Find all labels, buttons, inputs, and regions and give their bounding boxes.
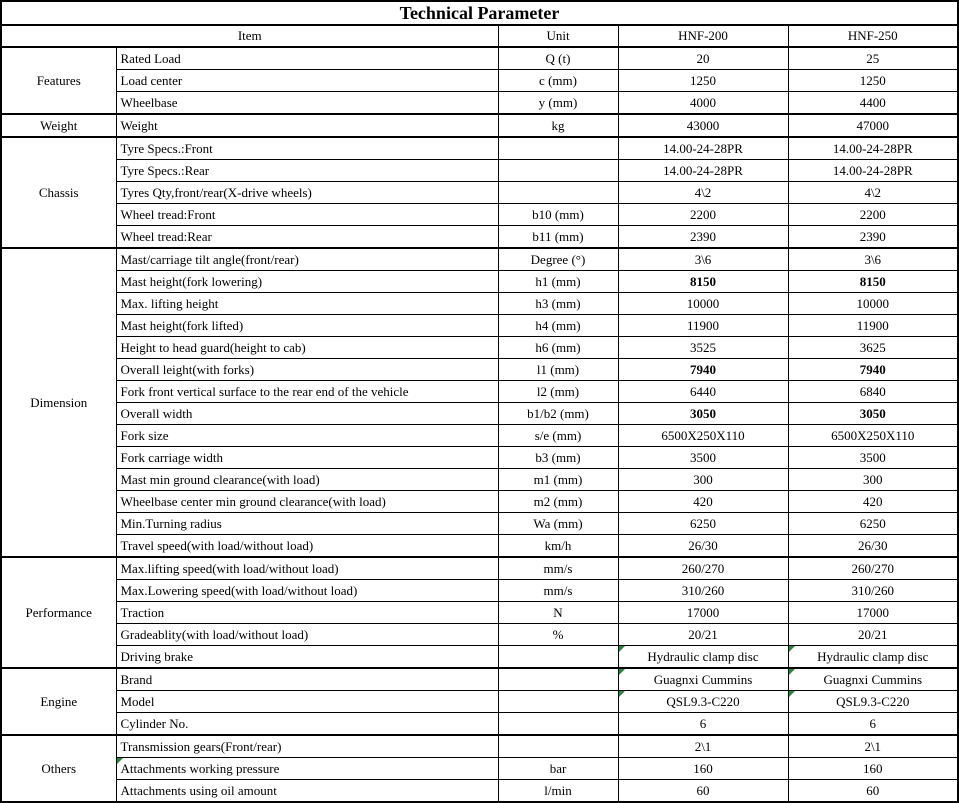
item-cell: Overall leight(with forks) xyxy=(116,359,498,381)
item-cell: Min.Turning radius xyxy=(116,513,498,535)
value-cell-hnf250: 20/21 xyxy=(788,624,958,646)
table-row xyxy=(1,293,958,315)
item-cell: Driving brake xyxy=(116,646,498,669)
value-cell-hnf200: 260/270 xyxy=(618,557,788,580)
table-row xyxy=(1,160,958,182)
item-cell: Overall width xyxy=(116,403,498,425)
table-row xyxy=(1,624,958,646)
header-row xyxy=(1,25,958,47)
value-cell-hnf250: 260/270 xyxy=(788,557,958,580)
table-row xyxy=(1,758,958,780)
value-cell-hnf200: 17000 xyxy=(618,602,788,624)
table-row xyxy=(1,602,958,624)
item-cell: Wheel tread:Front xyxy=(116,204,498,226)
table-row xyxy=(1,337,958,359)
item-cell: Tyres Qty,front/rear(X-drive wheels) xyxy=(116,182,498,204)
unit-cell: y (mm) xyxy=(498,92,618,115)
value-cell-hnf250: 8150 xyxy=(788,271,958,293)
table-row xyxy=(1,204,958,226)
value-cell-hnf200: 3500 xyxy=(618,447,788,469)
unit-cell: % xyxy=(498,624,618,646)
value-cell-hnf200: 26/30 xyxy=(618,535,788,558)
item-cell: Mast min ground clearance(with load) xyxy=(116,469,498,491)
value-cell-hnf250: 3500 xyxy=(788,447,958,469)
group-label-chassis: Chassis xyxy=(1,137,116,248)
value-cell-hnf250: 2390 xyxy=(788,226,958,249)
value-cell-hnf250: 3\6 xyxy=(788,248,958,271)
table-row xyxy=(1,226,958,249)
unit-cell: N xyxy=(498,602,618,624)
item-cell: Wheel tread:Rear xyxy=(116,226,498,249)
item-cell: Fork front vertical surface to the rear end of the vehicle xyxy=(116,381,498,403)
table-row xyxy=(1,403,958,425)
value-cell-hnf250: 11900 xyxy=(788,315,958,337)
value-cell-hnf250: 310/260 xyxy=(788,580,958,602)
value-cell-hnf250: 2200 xyxy=(788,204,958,226)
unit-cell: Q (t) xyxy=(498,47,618,70)
unit-cell: h1 (mm) xyxy=(498,271,618,293)
value-cell-hnf200: 6440 xyxy=(618,381,788,403)
value-cell-hnf200: 160 xyxy=(618,758,788,780)
table-row xyxy=(1,70,958,92)
column-header-hnf250: HNF-250 xyxy=(788,25,958,47)
item-cell: Tyre Specs.:Front xyxy=(116,137,498,160)
unit-cell xyxy=(498,735,618,758)
value-cell-hnf250: 14.00-24-28PR xyxy=(788,160,958,182)
value-cell-hnf250: 160 xyxy=(788,758,958,780)
value-cell-hnf200: 6 xyxy=(618,713,788,736)
comment-mark-icon xyxy=(619,669,625,675)
unit-cell xyxy=(498,137,618,160)
title-row xyxy=(1,1,958,25)
unit-cell: kg xyxy=(498,114,618,137)
column-header-unit: Unit xyxy=(498,25,618,47)
value-cell-hnf200: 7940 xyxy=(618,359,788,381)
item-cell: Attachments working pressure xyxy=(116,758,498,780)
value-cell-hnf250: Hydraulic clamp disc xyxy=(788,646,958,669)
value-cell-hnf200: QSL9.3-C220 xyxy=(618,691,788,713)
value-cell-hnf200: 20/21 xyxy=(618,624,788,646)
unit-cell xyxy=(498,160,618,182)
value-cell-hnf200: 8150 xyxy=(618,271,788,293)
value-cell-hnf200: 60 xyxy=(618,780,788,803)
unit-cell: b3 (mm) xyxy=(498,447,618,469)
unit-cell: h3 (mm) xyxy=(498,293,618,315)
comment-mark-icon xyxy=(789,669,795,675)
unit-cell: Degree (°) xyxy=(498,248,618,271)
value-cell-hnf200: 6250 xyxy=(618,513,788,535)
unit-cell: c (mm) xyxy=(498,70,618,92)
unit-cell: mm/s xyxy=(498,580,618,602)
unit-cell: bar xyxy=(498,758,618,780)
table-row xyxy=(1,535,958,558)
comment-mark-icon xyxy=(619,691,625,697)
unit-cell: b10 (mm) xyxy=(498,204,618,226)
table-row xyxy=(1,248,958,271)
unit-cell: l1 (mm) xyxy=(498,359,618,381)
value-cell-hnf200: 4\2 xyxy=(618,182,788,204)
unit-cell: l/min xyxy=(498,780,618,803)
value-cell-hnf200: 43000 xyxy=(618,114,788,137)
table-row xyxy=(1,271,958,293)
value-cell-hnf200: 2390 xyxy=(618,226,788,249)
unit-cell: Wa (mm) xyxy=(498,513,618,535)
value-cell-hnf250: 10000 xyxy=(788,293,958,315)
value-cell-hnf200: 3525 xyxy=(618,337,788,359)
value-cell-hnf250: 3625 xyxy=(788,337,958,359)
value-cell-hnf250: 14.00-24-28PR xyxy=(788,137,958,160)
table-body xyxy=(1,1,958,802)
unit-cell: l2 (mm) xyxy=(498,381,618,403)
item-cell: Fork carriage width xyxy=(116,447,498,469)
table-row xyxy=(1,447,958,469)
value-cell-hnf200: 11900 xyxy=(618,315,788,337)
unit-cell: km/h xyxy=(498,535,618,558)
table-row xyxy=(1,425,958,447)
table-row xyxy=(1,491,958,513)
item-cell: Max. lifting height xyxy=(116,293,498,315)
column-header-item: Item xyxy=(1,25,498,47)
table-row xyxy=(1,92,958,115)
table-row xyxy=(1,381,958,403)
item-cell: Travel speed(with load/without load) xyxy=(116,535,498,558)
unit-cell: h4 (mm) xyxy=(498,315,618,337)
table-row xyxy=(1,557,958,580)
unit-cell: b1/b2 (mm) xyxy=(498,403,618,425)
table-row xyxy=(1,359,958,381)
table-row xyxy=(1,137,958,160)
table-row xyxy=(1,47,958,70)
column-header-hnf200: HNF-200 xyxy=(618,25,788,47)
comment-mark-icon xyxy=(789,691,795,697)
item-cell: Wheelbase xyxy=(116,92,498,115)
table-row xyxy=(1,735,958,758)
value-cell-hnf200: Guagnxi Cummins xyxy=(618,668,788,691)
item-cell: Brand xyxy=(116,668,498,691)
value-cell-hnf250: 6 xyxy=(788,713,958,736)
table-row xyxy=(1,513,958,535)
value-cell-hnf200: 3050 xyxy=(618,403,788,425)
item-cell: Tyre Specs.:Rear xyxy=(116,160,498,182)
unit-cell xyxy=(498,668,618,691)
item-cell: Mast/carriage tilt angle(front/rear) xyxy=(116,248,498,271)
value-cell-hnf250: 3050 xyxy=(788,403,958,425)
item-cell: Attachments using oil amount xyxy=(116,780,498,803)
value-cell-hnf250: Guagnxi Cummins xyxy=(788,668,958,691)
value-cell-hnf250: 17000 xyxy=(788,602,958,624)
value-cell-hnf250: 2\1 xyxy=(788,735,958,758)
comment-mark-icon xyxy=(619,646,625,652)
unit-cell: mm/s xyxy=(498,557,618,580)
value-cell-hnf200: 14.00-24-28PR xyxy=(618,137,788,160)
unit-cell xyxy=(498,691,618,713)
comment-mark-icon xyxy=(789,646,795,652)
group-label-others: Others xyxy=(1,735,116,802)
item-cell: Rated Load xyxy=(116,47,498,70)
value-cell-hnf200: 3\6 xyxy=(618,248,788,271)
item-cell: Load center xyxy=(116,70,498,92)
value-cell-hnf250: 4400 xyxy=(788,92,958,115)
table-row xyxy=(1,691,958,713)
page-title: Technical Parameter xyxy=(1,1,958,25)
item-cell: Model xyxy=(116,691,498,713)
group-label-features: Features xyxy=(1,47,116,114)
item-cell: Cylinder No. xyxy=(116,713,498,736)
item-cell: Mast height(fork lifted) xyxy=(116,315,498,337)
unit-cell xyxy=(498,646,618,669)
unit-cell: m2 (mm) xyxy=(498,491,618,513)
value-cell-hnf250: 47000 xyxy=(788,114,958,137)
value-cell-hnf200: 2200 xyxy=(618,204,788,226)
value-cell-hnf250: 420 xyxy=(788,491,958,513)
table-row xyxy=(1,646,958,669)
value-cell-hnf250: 7940 xyxy=(788,359,958,381)
group-label-dimension: Dimension xyxy=(1,248,116,557)
item-cell: Fork size xyxy=(116,425,498,447)
unit-cell: h6 (mm) xyxy=(498,337,618,359)
value-cell-hnf250: 1250 xyxy=(788,70,958,92)
unit-cell: b11 (mm) xyxy=(498,226,618,249)
unit-cell: m1 (mm) xyxy=(498,469,618,491)
item-cell: Max.Lowering speed(with load/without load) xyxy=(116,580,498,602)
item-cell: Mast height(fork lowering) xyxy=(116,271,498,293)
item-cell: Transmission gears(Front/rear) xyxy=(116,735,498,758)
group-label-performance: Performance xyxy=(1,557,116,668)
unit-cell: s/e (mm) xyxy=(498,425,618,447)
group-label-weight: Weight xyxy=(1,114,116,137)
unit-cell xyxy=(498,182,618,204)
value-cell-hnf250: 60 xyxy=(788,780,958,803)
table-row xyxy=(1,780,958,803)
value-cell-hnf200: 10000 xyxy=(618,293,788,315)
table-row xyxy=(1,114,958,137)
value-cell-hnf200: 420 xyxy=(618,491,788,513)
value-cell-hnf250: 25 xyxy=(788,47,958,70)
group-label-engine: Engine xyxy=(1,668,116,735)
value-cell-hnf200: 6500X250X110 xyxy=(618,425,788,447)
item-cell: Wheelbase center min ground clearance(with load) xyxy=(116,491,498,513)
value-cell-hnf200: 4000 xyxy=(618,92,788,115)
value-cell-hnf200: 310/260 xyxy=(618,580,788,602)
table-row xyxy=(1,668,958,691)
table-row xyxy=(1,182,958,204)
value-cell-hnf200: Hydraulic clamp disc xyxy=(618,646,788,669)
unit-cell xyxy=(498,713,618,736)
item-cell: Height to head guard(height to cab) xyxy=(116,337,498,359)
value-cell-hnf200: 14.00-24-28PR xyxy=(618,160,788,182)
value-cell-hnf250: QSL9.3-C220 xyxy=(788,691,958,713)
value-cell-hnf200: 300 xyxy=(618,469,788,491)
value-cell-hnf250: 300 xyxy=(788,469,958,491)
value-cell-hnf250: 6840 xyxy=(788,381,958,403)
table-row xyxy=(1,580,958,602)
value-cell-hnf250: 6250 xyxy=(788,513,958,535)
value-cell-hnf250: 4\2 xyxy=(788,182,958,204)
value-cell-hnf200: 20 xyxy=(618,47,788,70)
table-row xyxy=(1,713,958,736)
value-cell-hnf200: 2\1 xyxy=(618,735,788,758)
value-cell-hnf200: 1250 xyxy=(618,70,788,92)
item-cell: Weight xyxy=(116,114,498,137)
value-cell-hnf250: 26/30 xyxy=(788,535,958,558)
item-cell: Traction xyxy=(116,602,498,624)
item-cell: Gradeablity(with load/without load) xyxy=(116,624,498,646)
item-cell: Max.lifting speed(with load/without load) xyxy=(116,557,498,580)
table-row xyxy=(1,315,958,337)
comment-mark-icon xyxy=(117,758,123,764)
value-cell-hnf250: 6500X250X110 xyxy=(788,425,958,447)
table-row xyxy=(1,469,958,491)
